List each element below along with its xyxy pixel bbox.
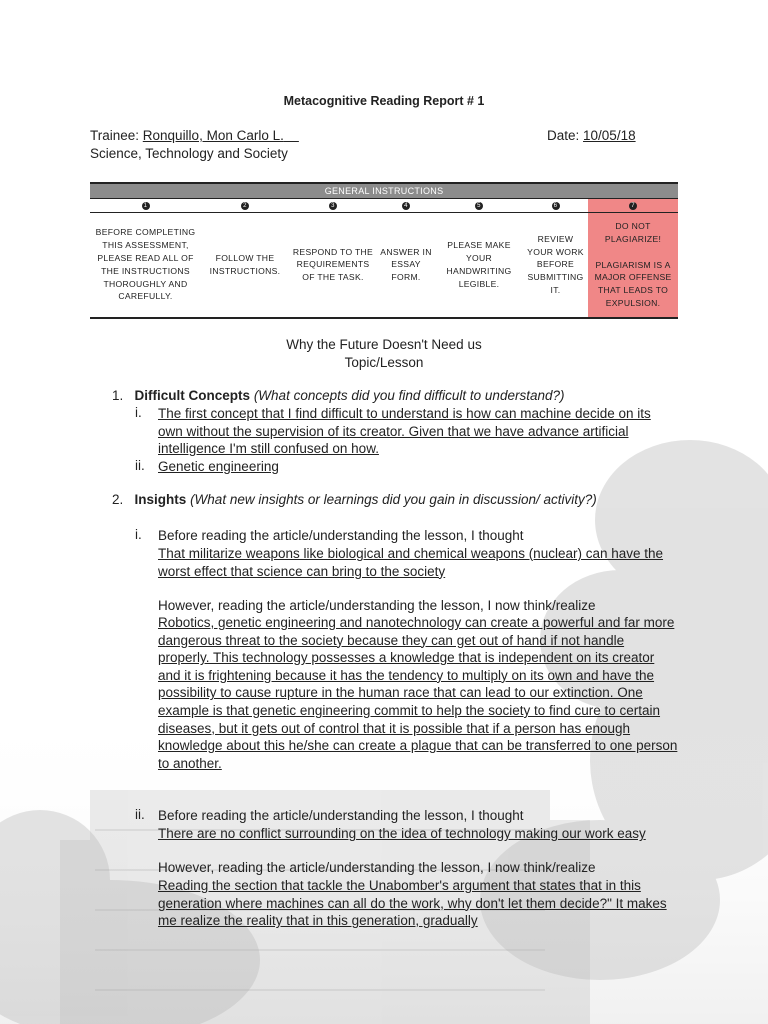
topic-label: Topic/Lesson xyxy=(344,355,424,370)
topic-title: Why the Future Doesn't Need us xyxy=(286,337,482,352)
instruction-item: ANSWER IN ESSAY FORM. xyxy=(377,212,435,318)
section1-title: Difficult Concepts xyxy=(134,388,251,403)
date-value: 10/05/18 xyxy=(583,128,636,143)
insight-ii-label: ii. xyxy=(135,807,145,822)
instruction-item: BEFORE COMPLETING THIS ASSESSMENT, PLEASE READ ALL OF THE INSTRUCTIONS THOROUGHLY AND CAREFULLY. xyxy=(90,212,201,318)
section1-item-ii-label: ii. xyxy=(135,458,145,473)
insight-ii-thought: There are no conflict surrounding on the idea of technology making our work easy xyxy=(158,826,646,841)
instruction-item: REVIEW YOUR WORK BEFORE SUBMITTING IT. xyxy=(523,212,588,318)
section2-title: Insights xyxy=(134,492,187,507)
report-title: Metacognitive Reading Report # 1 xyxy=(283,94,485,108)
warning-line-2: PLAGIARISM IS A MAJOR OFFENSE THAT LEADS TO EXPULSION. xyxy=(594,259,672,308)
trainee-line xyxy=(90,128,299,143)
insight-i-realize: Robotics, genetic engineering and nanotechnology can create a powerful and far more dangerous threat to the society because they can get out of hand if not handle properly. This technology possesses a knowledge that is independent on its creator and it is frightening because it has the tendency to multiply on its own and have the possibility to cause rupture in the human race that can lead to our extinction. One example is that genetic engineering commit to help the society to find cure to certain diseases, but it gets out of control that it is possible that if a person has enough knowledge about this he/she can create a plague that can be transferred to one person to another. xyxy=(158,615,678,771)
section1-item-i-label: i. xyxy=(135,405,142,420)
insight-i-label: i. xyxy=(135,527,142,542)
plagiarism-warning xyxy=(588,212,678,318)
date-line xyxy=(547,128,636,143)
course-name: Science, Technology and Society xyxy=(90,146,288,161)
number-badge: 7 xyxy=(629,202,637,210)
number-badge: 2 xyxy=(241,202,249,210)
number-badge: 4 xyxy=(402,202,410,210)
section2-prompt: (What new insights or learnings did you gain in discussion/ activity?) xyxy=(190,492,597,507)
topic-block xyxy=(0,336,768,372)
insight-i-before: Before reading the article/understanding the lesson, I thought xyxy=(158,528,524,543)
warning-line-1: DO NOT PLAGIARIZE! xyxy=(604,220,662,244)
instructions-heading: GENERAL INSTRUCTIONS xyxy=(90,183,678,199)
insight-i-thought: That militarize weapons like biological and chemical weapons (nuclear) can have the worst effect that science can bring to the society xyxy=(158,546,664,579)
number-badge: 5 xyxy=(475,202,483,210)
insight-ii-now: However, reading the article/understanding the lesson, I now think/realize xyxy=(158,860,596,875)
section1-item-ii: Genetic engineering xyxy=(158,459,279,474)
insight-i-now: However, reading the article/understanding the lesson, I now think/realize xyxy=(158,598,596,613)
section2-heading: 2. Insights (What new insights or learnings did you gain in discussion/ activity?) xyxy=(112,492,597,507)
number-badge: 1 xyxy=(142,202,150,210)
general-instructions-table xyxy=(90,182,678,319)
instruction-item: FOLLOW THE INSTRUCTIONS. xyxy=(201,212,289,318)
instructions-number-row xyxy=(90,199,678,213)
instruction-item: PLEASE MAKE YOUR HANDWRITING LEGIBLE. xyxy=(435,212,523,318)
section1-item-i: The first concept that I find difficult to understand is how can machine decide on its own without the supervision of its creator. Given that we have advance artificial intelligence I'm still confused on how. xyxy=(158,406,651,457)
instructions-heading-row xyxy=(90,183,678,199)
date-label: Date: xyxy=(547,128,584,143)
instructions-body-row xyxy=(90,212,678,318)
section1-prompt: (What concepts did you find difficult to understand?) xyxy=(253,388,565,403)
instruction-item: RESPOND TO THE REQUIREMENTS OF THE TASK. xyxy=(289,212,377,318)
number-badge: 3 xyxy=(329,202,337,210)
trainee-label: Trainee: xyxy=(90,128,143,143)
insight-ii-realize: Reading the section that tackle the Unabomber's argument that states that in this generation where machines can all do the work, why don't let them decide?" It makes me realize the reality that in this generation, gradually xyxy=(158,878,667,929)
number-badge: 6 xyxy=(552,202,560,210)
trainee-name: Ronquillo, Mon Carlo L. xyxy=(142,128,284,143)
insight-ii-before: Before reading the article/understanding the lesson, I thought xyxy=(158,808,524,823)
section1-heading: 1. Difficult Concepts (What concepts did you find difficult to understand?) xyxy=(112,388,565,403)
